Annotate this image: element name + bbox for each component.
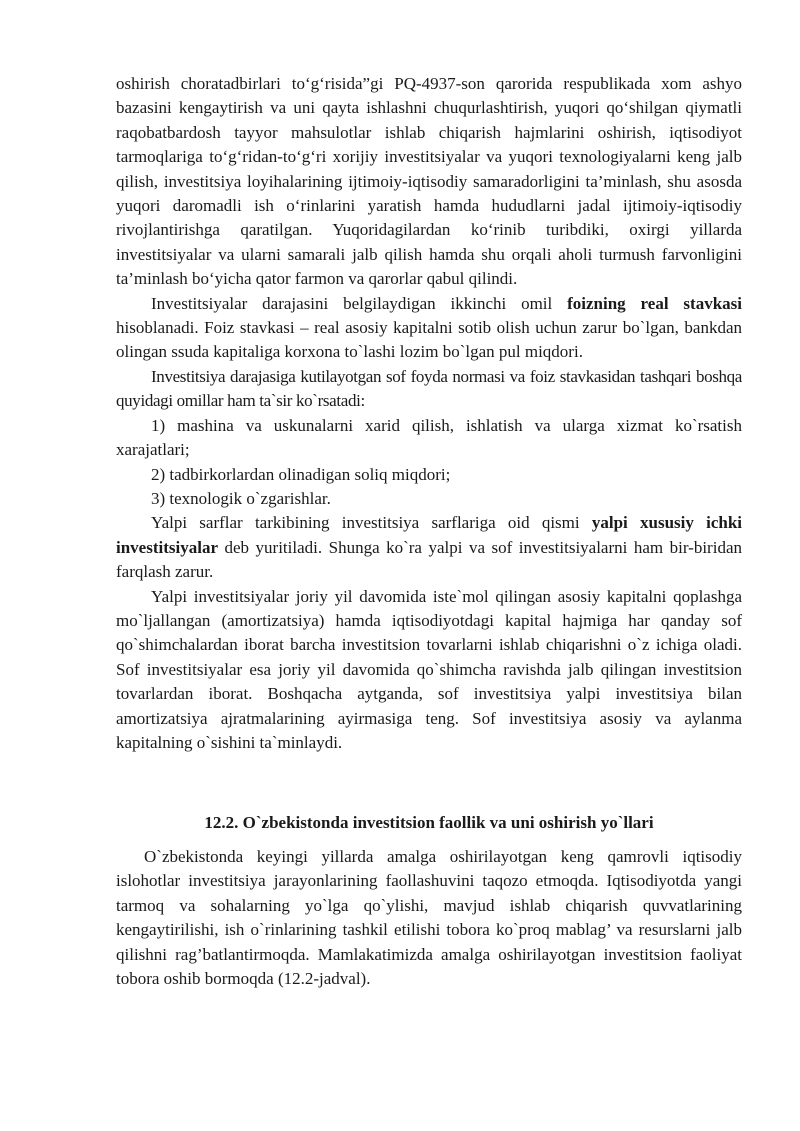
paragraph-text: Yalpi sarflar tarkibining investitsiya sarflariga oid qismi: [151, 513, 592, 533]
list-item-1: [116, 414, 742, 463]
paragraph-text: Investitsiyalar darajasini belgilaydigan ikkinchi omil: [151, 293, 568, 313]
section-heading: 12.2. O`zbekistonda investitsion faollik va uni oshirish yo`llari: [204, 813, 654, 832]
list-item-text: 1) mashina va uskunalarni xarid qilish, ishlatish va ularga xizmat ko`rsatish xarajatlari;: [116, 415, 742, 460]
paragraph-text: hisoblanadi. Foiz stavkasi – real asosiy kapitalni sotib olish uchun zarur bo`lgan, bankdan olingan ssuda kapitaliga korxona to`lashi lozim bo`lgan pul miqdori.: [116, 318, 742, 362]
list-item-text: 3) texnologik o`zgarishlar.: [151, 488, 331, 508]
body-text: [116, 72, 742, 755]
paragraph-interest-rate: [116, 292, 742, 365]
paragraph-text: Yalpi investitsiyalar joriy yil davomida iste`mol qilingan asosiy kapitalni qoplashga mo`ljallangan (amortizatsiya) hamda iqtisodiyotdagi kapital hajmiga har qanday sof qo`shimchalardan iborat barcha investitsion tovarlarni ishlab chiqarishni o`z ichiga oladi. Sof investitsiyalar esa joriy yil davomida qo`shimcha ravishda jalb qilingan investitsion tovarlardan iborat. Boshqacha aytganda, sof investitsiya yalpi investitsiya bilan amortizatsiya ajratmalarining ayirmasiga teng. Sof investitsiya asosiy va aylanma kapitalning o`sishini ta`minlaydi.: [116, 586, 742, 752]
paragraph-other-factors: [116, 365, 742, 414]
bold-term: yalpi xususiy ichki investitsiyalar: [116, 513, 742, 557]
paragraph-gross-vs-net: [116, 585, 742, 756]
paragraph-text: O`zbekistonda keyingi yillarda amalga oshirilayotgan keng qamrovli iqtisodiy islohotlar investitsiya jarayonlarining faollashuvini taqozo etmoqda. Iqtisodiyotda yangi tarmoq va sohalarning yo`lga qo`ylishi, mavjud ishlab chiqarish quvvatlarining kengaytirilishi, ish o`rinlarining tashkil etilishi tobora ko`proq mablag’ va resurslarni jalb qilishni rag’batlantirmoqda. Mamlakatimizda amalga oshirilayotgan investitsion faoliyat tobora oshib bormoqda (12.2-jadval).: [116, 847, 742, 989]
list-item-text: 2) tadbirkorlardan olinadigan soliq miqdori;: [151, 464, 451, 484]
paragraph-text: deb yuritiladi. Shunga ko`ra yalpi va sof investitsiyalarni ham bir-biridan farqlash zarur.: [116, 537, 742, 582]
list-item-2: [116, 463, 742, 487]
bold-term: foizning real stavkasi: [567, 293, 742, 313]
paragraph-decrees: [116, 72, 742, 292]
section-body: [116, 845, 742, 991]
paragraph-investment-activity: [116, 845, 742, 991]
paragraph-gross-private-investment: [116, 511, 742, 584]
list-item-3: [116, 487, 742, 511]
paragraph-text: Investitsiya darajasiga kutilayotgan sof foyda normasi va foiz stavkasidan tashqari boshqa quyidagi omillar ham ta`sir ko`rsatadi:: [116, 366, 742, 411]
paragraph-text: oshirish choratadbirlari to‘g‘risida”gi PQ-4937-son qarorida respublikada xom ashyo bazasini kengaytirish va uni qayta ishlashni chuqurlashtirish, yuqori qo‘shilgan qiymatli raqobatbardosh tayyor mahsulotlar ishlab chiqarish hajmlarini oshirish, iqtisodiyot tarmoqlariga to‘g‘ridan-to‘g‘ri xorijiy investitsiyalar va yuqori texnologiyalarni keng jalb qilish, investitsiya loyihalarining ijtimoiy-iqtisodiy samaradorligini ta’minlash, shu asosda yuqori daromadli ish o‘rinlarini yaratish hamda hududlarni jadal ijtimoiy-iqtisodiy rivojlantirishga qaratilgan. Yuqoridagilardan ko‘rinib turibdiki, oxirgi yillarda investitsiyalar va ularni samarali jalb qilish hamda shu orqali aholi turmush farvonligini ta’minlash bo‘yicha qator farmon va qarorlar qabul qilindi.: [116, 74, 742, 289]
